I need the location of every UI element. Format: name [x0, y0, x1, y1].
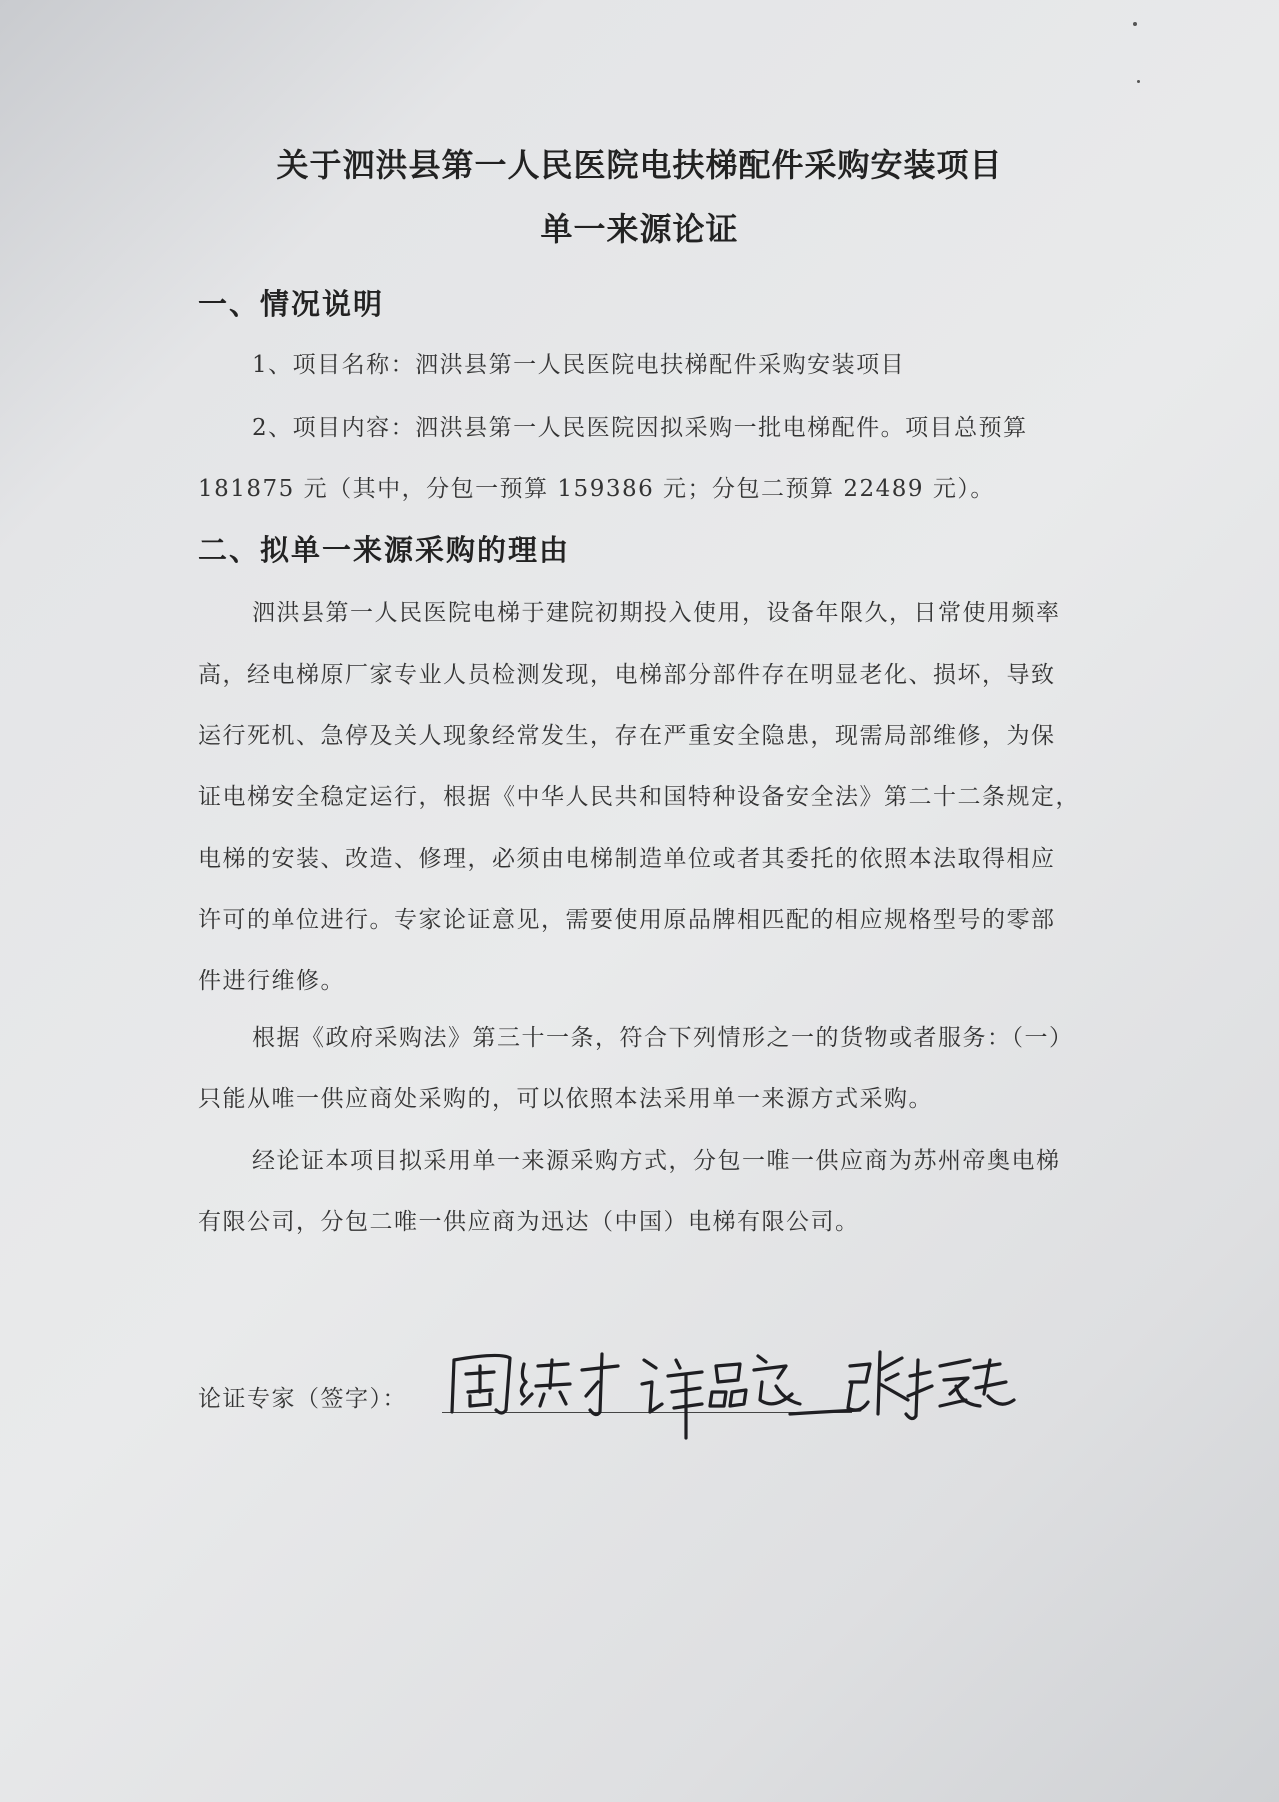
handwritten-signatures	[440, 1330, 1020, 1440]
paper-speck	[1133, 22, 1137, 26]
project-content-item: 2、项目内容：泗洪县第一人民医院因拟采购一批电梯配件。项目总预算	[252, 415, 1028, 441]
document-title-line2: 单一来源论证	[540, 210, 739, 248]
reason-paragraph-line: 高，经电梯原厂家专业人员检测发现，电梯部分部件存在明显老化、损坏，导致	[198, 662, 1056, 688]
section2-heading: 二、拟单一来源采购的理由	[198, 533, 571, 567]
conclusion-paragraph-line: 经论证本项目拟采用单一来源采购方式，分包一唯一供应商为苏州帝奥电梯	[252, 1148, 1061, 1174]
reason-paragraph-line: 件进行维修。	[198, 968, 345, 994]
law-paragraph-line: 根据《政府采购法》第三十一条，符合下列情形之一的货物或者服务：（一）	[252, 1025, 1074, 1051]
document-title-line1: 关于泗洪县第一人民医院电扶梯配件采购安装项目	[276, 146, 1003, 184]
project-name-item: 1、项目名称：泗洪县第一人民医院电扶梯配件采购安装项目	[252, 352, 906, 378]
conclusion-paragraph-line: 有限公司，分包二唯一供应商为迅达（中国）电梯有限公司。	[198, 1209, 860, 1235]
paper-speck	[1137, 80, 1140, 83]
reason-paragraph-line: 泗洪县第一人民医院电梯于建院初期投入使用，设备年限久，日常使用频率	[252, 600, 1061, 626]
reason-paragraph-line: 运行死机、急停及关人现象经常发生，存在严重安全隐患，现需局部维修，为保	[198, 723, 1056, 749]
reason-paragraph-line: 许可的单位进行。专家论证意见，需要使用原品牌相匹配的相应规格型号的零部	[198, 907, 1056, 933]
reason-paragraph-line: 电梯的安装、改造、修理，必须由电梯制造单位或者其委托的依照本法取得相应	[198, 846, 1056, 872]
project-budget-line: 181875 元（其中，分包一预算 159386 元；分包二预算 22489 元）。	[198, 476, 995, 502]
reason-paragraph-line: 证电梯安全稳定运行，根据《中华人民共和国特种设备安全法》第二十二条规定，	[198, 784, 1080, 810]
section1-heading: 一、情况说明	[198, 287, 385, 321]
law-paragraph-line: 只能从唯一供应商处采购的，可以依照本法采用单一来源方式采购。	[198, 1086, 933, 1112]
signature-label: 论证专家（签字）：	[198, 1386, 407, 1412]
